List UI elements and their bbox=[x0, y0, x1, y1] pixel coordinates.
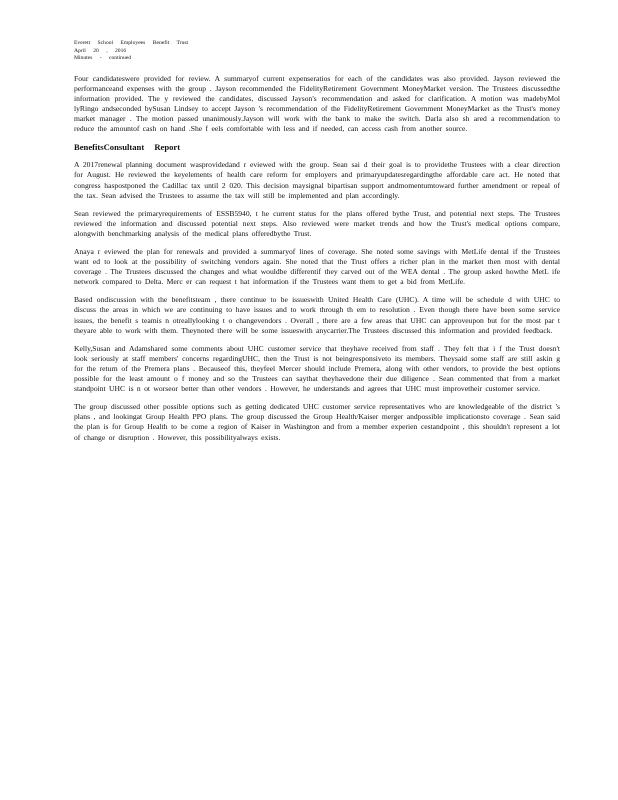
section-paragraph: Anaya r eviewed the plan for renewals and provided a summaryof lines of coverage. She noted some savings with MetLife dental if the Trustees want ed to look at the possibility of switching vendors again. She noted that the Trust offers a richer plan in the market then most with dental coverage . The Trustees discussed the changes and what wouldbe differentif they carved out of the WEA dental . The group asked howthe MetL ife network compared to Delta. Merc er can request t hat information if the Trustees want them to get a bid from MetLife. bbox=[74, 247, 560, 287]
section-paragraph: A 2017renewal planning document wasprovidedand r eviewed with the group. Sean sai d their goal is to providethe Trustees with a clear direction for August. He reviewed the keyelements of health care reform for employers and primaryupdatesregardingthe affordable care act. He noted that congress haspostponed the Cadillac tax until 2 020. This decision maysignal bipartisan support andmomentumtoward further amendment or repeal of the tax. Sean advised the Trustees to assume the tax will still be implemented and plan accordingly. bbox=[74, 160, 560, 200]
header-subtitle: Minutes - continued bbox=[74, 55, 132, 62]
section-heading: BenefitsConsultant Report bbox=[74, 142, 181, 153]
section-paragraph: Sean reviewed the primaryrequirements of ESSB5940, t he current status for the plans offered bythe Trust, and potential next steps. The Trustees reviewed the information and discussed potential next steps. Also reviewed were market trends and how the Trust's medical options compare, alongwith benchmarking analysis of the medical plans offeredbythe Trust. bbox=[74, 208, 560, 238]
intro-paragraph: Four candidateswere provided for review. A summaryof current expenseratios for each of the candidates was also provided. Jayson reviewed the performanceand expenses with the group . Jayson recommended the FidelityRetirement Government MoneyMarket version. The Trustees discussedthe information provided. The y reviewed the candidates, discussed Jayson's recommendation and asked for clarification. A motion was madebyMol lyRingo andseconded bySusan Lindsey to accept Jayson 's recommendation of the FidelityRetirement Government MoneyMarket as the Trust's money market manager . The motion passed unanimously.Jayson will work with the bank to make the switch. Darla also sh ared a recommendation to reduce the amountof cash on hand .She f eels comfortable with less and if needed, can access cash from another source. bbox=[74, 73, 560, 134]
section-paragraph: The group discussed other possible options such as getting dedicated UHC customer service representatives who are knowledgeable of the district 's plans , and lookingat Group Health PPO plans. The group discussed the Group Health/Kaiser merger andpossible implicationsto coverage . Sean said the plan is for Group Health to be come a region of Kaiser in Washington and from a member experien cestandpoint , this shouldn't represent a lot of change or disruption . However, this possibilityalways exists. bbox=[74, 402, 560, 442]
header-org: Everett School Employees Benefit Trust bbox=[74, 40, 189, 46]
section-paragraph: Based ondiscussion with the benefitsteam , there continue to be issueswith United Health Care (UHC). A time will be schedule d with UHC to discuss the areas in which we are continuing to have issues and to work through th em to resolution . Even though there have been some service issues, the benefit s teamis n otreallylooking t o changevendors . Overall , there are a few areas that UHC can approveupon but for the most par t theyare able to work with them. Theynoted there will be some issueswith anycarrier.The Trustees discussed this information and provided feedback. bbox=[74, 295, 560, 335]
header-date: April 20 , 2016 bbox=[74, 47, 127, 54]
section-paragraph: Kelly,Susan and Adamshared some comments about UHC customer service that theyhave received from staff . They felt that i f the Trust doesn't look seriously at staff members' concerns regardingUHC, then the Trust is not beingresponsiveto its members. Theysaid some staff are still askin g for the return of the Premera plans . Becauseof this, theyfeel Mercer should include Premera, along with other vendors, to provide the best options possible for the least amount o f money and so the Trustees can saythat theyhavedone their due diligence . Sean commented that from a market standpoint UHC is n ot worseor better than other vendors . However, he understands and agrees that UHC must improvetheir customer service. bbox=[74, 343, 560, 394]
minutes-header bbox=[74, 40, 560, 63]
